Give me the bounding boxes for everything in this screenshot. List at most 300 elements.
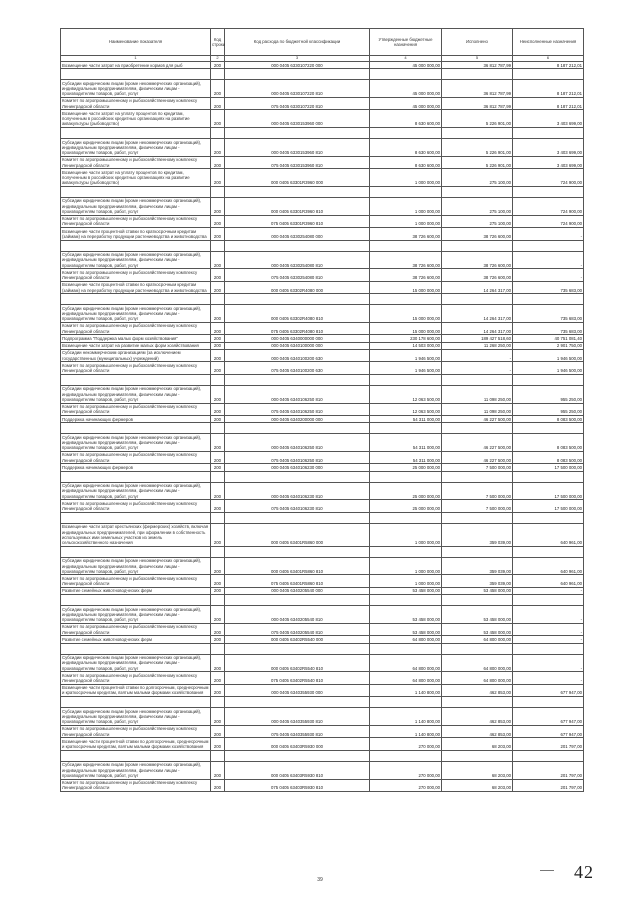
table-row (61, 281, 584, 293)
row-unexecuted: 724 900,00 (513, 197, 584, 215)
spacer-cell (513, 643, 584, 654)
row-executed: 7 500 000,00 (442, 500, 513, 512)
row-unexecuted: 677 947,00 (513, 708, 584, 726)
row-line-code: 200 (211, 281, 225, 293)
spacer-cell (513, 240, 584, 251)
row-line-code: 200 (211, 636, 225, 643)
row-budget-code: 000 0405 6340200000 000 (225, 416, 370, 423)
spacer-cell (442, 69, 513, 80)
spacer-cell (211, 750, 225, 761)
spacer-cell (370, 546, 442, 557)
spacer-row (61, 69, 584, 80)
spacer-cell (225, 128, 370, 139)
row-unexecuted: - (513, 636, 584, 643)
row-budget-code: 000 0405 6340106250 810 (225, 385, 370, 403)
row-line-code: 200 (211, 342, 225, 349)
row-name: Субсидии юридическим лицам (кроме некоммерческих организаций), индивидуальным предпринимателям, физическим лицам - производителям товаров, работ, услуг (61, 708, 211, 726)
spacer-cell (225, 643, 370, 654)
row-approved: 53 458 000,00 (370, 587, 442, 594)
row-name: Комитет по агропромышленному и рыбохозяйственному комплексу Ленинградской области (61, 623, 211, 635)
row-unexecuted: 640 961,00 (513, 575, 584, 587)
row-executed: 11 268 250,00 (442, 342, 513, 349)
row-approved: 25 000 000,00 (370, 500, 442, 512)
row-name: Комитет по агропромышленному и рыбохозяйственному комплексу Ленинградской области (61, 500, 211, 512)
row-line-code: 200 (211, 523, 225, 546)
table-row (61, 349, 584, 361)
table-row (61, 761, 584, 779)
table-body (61, 62, 584, 792)
row-approved: 64 800 000,00 (370, 672, 442, 684)
row-line-code: 200 (211, 385, 225, 403)
row-approved: 25 000 000,00 (370, 464, 442, 471)
row-approved: 54 311 000,00 (370, 451, 442, 463)
spacer-row (61, 546, 584, 557)
row-line-code: 200 (211, 169, 225, 187)
row-unexecuted: 735 683,00 (513, 305, 584, 323)
row-line-code: 200 (211, 97, 225, 109)
spacer-row (61, 374, 584, 385)
row-line-code: 200 (211, 654, 225, 672)
row-name: Возмещение части затрат на уплату процентов по кредитам, полученным в российских кредитных организациях на развитие аквакультуры (рыбоводство) (61, 110, 211, 128)
row-line-code: 200 (211, 451, 225, 463)
spacer-cell (225, 186, 370, 197)
row-approved: 54 311 000,00 (370, 434, 442, 452)
row-line-code: 200 (211, 606, 225, 624)
column-number: 5 (442, 56, 513, 62)
spacer-cell (225, 240, 370, 251)
row-name: Поддержка начинающих фермеров (61, 416, 211, 423)
spacer-cell (442, 186, 513, 197)
row-unexecuted: 201 797,00 (513, 779, 584, 791)
row-approved: 38 726 600,00 (370, 269, 442, 281)
row-budget-code: 000 0405 6330153960 810 (225, 139, 370, 157)
row-name: Комитет по агропромышленному и рыбохозяйственному комплексу Ленинградской области (61, 672, 211, 684)
row-line-code: 200 (211, 156, 225, 168)
row-unexecuted: 3 403 699,00 (513, 110, 584, 128)
spacer-row (61, 697, 584, 708)
spacer-cell (225, 471, 370, 482)
row-budget-code: 000 0405 63301R3960 000 (225, 169, 370, 187)
spacer-cell (211, 697, 225, 708)
row-line-code: 200 (211, 110, 225, 128)
side-page-number: 42 (574, 862, 594, 882)
row-line-code: 200 (211, 80, 225, 98)
table-row (61, 269, 584, 281)
row-budget-code: 075 0405 63401R5860 810 (225, 575, 370, 587)
table-row (61, 322, 584, 334)
row-approved: 45 000 000,00 (370, 97, 442, 109)
row-executed: 46 227 500,00 (442, 451, 513, 463)
spacer-cell (211, 374, 225, 385)
spacer-cell (513, 595, 584, 606)
row-name: Комитет по агропромышленному и рыбохозяйственному комплексу Ленинградской области (61, 451, 211, 463)
table-row (61, 482, 584, 500)
table-row (61, 251, 584, 269)
row-unexecuted: 640 961,00 (513, 557, 584, 575)
row-budget-code: 000 0405 6340355930 810 (225, 708, 370, 726)
table-row (61, 623, 584, 635)
row-budget-code: 000 0405 6330153960 000 (225, 110, 370, 128)
row-line-code: 200 (211, 434, 225, 452)
row-line-code: 200 (211, 197, 225, 215)
row-executed: 36 812 787,99 (442, 62, 513, 69)
row-name: Возмещение части затрат на развитие малых форм хозяйствования (61, 342, 211, 349)
row-approved: 53 458 000,00 (370, 623, 442, 635)
row-unexecuted: 201 797,00 (513, 738, 584, 750)
spacer-cell (211, 546, 225, 557)
row-budget-code: 000 0405 6340100200 630 (225, 349, 370, 361)
row-executed: 275 100,00 (442, 169, 513, 187)
row-name: Комитет по агропромышленному и рыбохозяйственному комплексу Ленинградской области (61, 779, 211, 791)
row-executed: 64 800 000,00 (442, 654, 513, 672)
row-budget-code: 075 0405 63301R3960 810 (225, 215, 370, 227)
row-name: Возмещение части процентной ставки по краткосрочным кредитам (займам) на переработку продукции растениеводства и животноводства (61, 281, 211, 293)
table-row (61, 97, 584, 109)
row-name: Комитет по агропромышленному и рыбохозяйственному комплексу Ленинградской области (61, 362, 211, 374)
row-unexecuted: 8 083 500,00 (513, 434, 584, 452)
row-budget-code: 075 0405 6340355930 810 (225, 725, 370, 737)
spacer-cell (61, 374, 211, 385)
row-line-code: 200 (211, 322, 225, 334)
row-executed: 53 458 000,00 (442, 606, 513, 624)
spacer-cell (61, 697, 211, 708)
row-approved: 8 630 600,00 (370, 156, 442, 168)
row-budget-code: 000 0405 6340106230 810 (225, 482, 370, 500)
spacer-cell (211, 69, 225, 80)
row-approved: 270 000,00 (370, 779, 442, 791)
row-unexecuted: 40 751 081,40 (513, 335, 584, 342)
row-executed: 11 098 250,00 (442, 403, 513, 415)
table-row (61, 636, 584, 643)
row-name: Комитет по агропромышленному и рыбохозяйственному комплексу Ленинградской области (61, 215, 211, 227)
table-row (61, 779, 584, 791)
row-executed: 38 726 600,00 (442, 269, 513, 281)
row-executed: 189 427 518,60 (442, 335, 513, 342)
row-executed: 7 500 000,00 (442, 482, 513, 500)
row-line-code: 200 (211, 623, 225, 635)
row-budget-code: 075 0405 6340106250 810 (225, 451, 370, 463)
row-name: Субсидии юридическим лицам (кроме некоммерческих организаций), индивидуальным предпринимателям, физическим лицам - производителям товаров, работ, услуг (61, 434, 211, 452)
spacer-cell (513, 471, 584, 482)
spacer-row (61, 423, 584, 434)
row-executed: 14 264 317,00 (442, 322, 513, 334)
row-name: Субсидии юридическим лицам (кроме некоммерческих организаций), индивидуальным предпринимателям, физическим лицам - производителям товаров, работ, услуг (61, 606, 211, 624)
row-budget-code: 000 0405 63401R5860 810 (225, 557, 370, 575)
spacer-cell (513, 423, 584, 434)
spacer-row (61, 240, 584, 251)
row-budget-code: 075 0405 6330107220 810 (225, 97, 370, 109)
row-executed: 462 853,00 (442, 725, 513, 737)
row-executed: 5 226 901,00 (442, 110, 513, 128)
spacer-cell (211, 423, 225, 434)
table-row (61, 500, 584, 512)
row-line-code: 200 (211, 215, 225, 227)
spacer-cell (442, 595, 513, 606)
spacer-cell (211, 294, 225, 305)
row-approved: 1 140 800,00 (370, 708, 442, 726)
report-page (60, 28, 583, 792)
table-row (61, 169, 584, 187)
table-row (61, 139, 584, 157)
row-unexecuted: - (513, 672, 584, 684)
table-row (61, 464, 584, 471)
row-budget-code: 000 0405 6330107220 810 (225, 80, 370, 98)
row-budget-code: 000 0405 6330254080 000 (225, 228, 370, 240)
spacer-cell (61, 643, 211, 654)
spacer-cell (61, 595, 211, 606)
spacer-cell (61, 294, 211, 305)
table-row (61, 228, 584, 240)
row-name: Субсидии юридическим лицам (кроме некоммерческих организаций), индивидуальным предпринимателям, физическим лицам - производителям товаров, работ, услуг (61, 385, 211, 403)
row-line-code: 200 (211, 557, 225, 575)
table-row (61, 606, 584, 624)
header-executed: Исполнено (442, 29, 513, 56)
spacer-cell (513, 374, 584, 385)
row-approved: 1 000 000,00 (370, 215, 442, 227)
row-approved: 1 140 800,00 (370, 684, 442, 696)
row-unexecuted: 17 500 000,00 (513, 482, 584, 500)
row-budget-code: 000 0405 6330254080 810 (225, 251, 370, 269)
spacer-cell (370, 750, 442, 761)
row-unexecuted: 677 947,00 (513, 684, 584, 696)
column-number: 3 (225, 56, 370, 62)
row-line-code: 200 (211, 464, 225, 471)
row-line-code: 200 (211, 228, 225, 240)
row-line-code: 200 (211, 738, 225, 750)
row-budget-code: 000 0405 63403R5930 810 (225, 761, 370, 779)
row-executed: 46 227 500,00 (442, 434, 513, 452)
spacer-cell (513, 512, 584, 523)
spacer-cell (225, 697, 370, 708)
row-budget-code: 075 0405 6340205540 810 (225, 623, 370, 635)
spacer-row (61, 750, 584, 761)
table-row (61, 587, 584, 594)
row-unexecuted: - (513, 606, 584, 624)
row-approved: 38 726 600,00 (370, 251, 442, 269)
row-line-code: 200 (211, 684, 225, 696)
row-line-code: 200 (211, 672, 225, 684)
row-budget-code: 000 0405 6340100000 000 (225, 342, 370, 349)
row-name: Комитет по агропромышленному и рыбохозяйственному комплексу Ленинградской области (61, 575, 211, 587)
row-name: Подпрограмма "Поддержка малых форм хозяйствования" (61, 335, 211, 342)
spacer-row (61, 471, 584, 482)
spacer-cell (61, 546, 211, 557)
row-approved: 230 178 600,00 (370, 335, 442, 342)
column-number: 1 (61, 56, 211, 62)
row-budget-code: 000 0405 6340106230 000 (225, 464, 370, 471)
row-executed: 7 500 000,00 (442, 464, 513, 471)
header-code: Код расхода по бюджетной классификации (225, 29, 370, 56)
row-budget-code: 075 0405 63402R5540 810 (225, 672, 370, 684)
column-number: 4 (370, 56, 442, 62)
row-executed: 36 812 787,99 (442, 80, 513, 98)
spacer-cell (61, 423, 211, 434)
row-approved: 15 000 000,00 (370, 322, 442, 334)
row-unexecuted: 1 946 500,00 (513, 362, 584, 374)
row-budget-code: 000 0405 63403R5930 000 (225, 738, 370, 750)
spacer-cell (211, 240, 225, 251)
row-line-code: 200 (211, 139, 225, 157)
table-row (61, 654, 584, 672)
row-approved: 1 946 500,00 (370, 349, 442, 361)
spacer-cell (61, 186, 211, 197)
row-budget-code: 000 0405 6340106250 810 (225, 434, 370, 452)
row-unexecuted: 8 187 212,01 (513, 62, 584, 69)
row-unexecuted: 1 946 500,00 (513, 349, 584, 361)
row-approved: 8 630 600,00 (370, 110, 442, 128)
table-row (61, 197, 584, 215)
row-approved: 64 800 000,00 (370, 636, 442, 643)
spacer-row (61, 595, 584, 606)
spacer-cell (442, 546, 513, 557)
spacer-row (61, 128, 584, 139)
row-unexecuted: - (513, 623, 584, 635)
spacer-cell (442, 423, 513, 434)
spacer-cell (61, 512, 211, 523)
row-approved: 270 000,00 (370, 738, 442, 750)
row-unexecuted: - (513, 269, 584, 281)
budget-execution-table (60, 28, 584, 792)
table-row (61, 215, 584, 227)
row-budget-code: 000 0405 6340205540 810 (225, 606, 370, 624)
spacer-row (61, 512, 584, 523)
spacer-cell (442, 471, 513, 482)
row-name: Субсидии юридическим лицам (кроме некоммерческих организаций), индивидуальным предпринимателям, физическим лицам - производителям товаров, работ, услуг (61, 139, 211, 157)
row-approved: 1 000 000,00 (370, 523, 442, 546)
spacer-cell (370, 186, 442, 197)
spacer-cell (211, 512, 225, 523)
spacer-cell (442, 643, 513, 654)
row-line-code: 200 (211, 62, 225, 69)
row-name: Комитет по агропромышленному и рыбохозяйственному комплексу Ленинградской области (61, 269, 211, 281)
row-unexecuted: 724 900,00 (513, 169, 584, 187)
table-row (61, 62, 584, 69)
table-row (61, 738, 584, 750)
row-unexecuted: 640 961,00 (513, 523, 584, 546)
row-executed: 36 812 787,99 (442, 97, 513, 109)
row-line-code: 200 (211, 416, 225, 423)
row-line-code: 200 (211, 403, 225, 415)
row-line-code: 200 (211, 349, 225, 361)
row-name: Возмещение части процентной ставки по долгосрочным, среднесрочным и краткосрочным кредитам, взятым малыми формами хозяйствования (61, 738, 211, 750)
spacer-cell (61, 750, 211, 761)
spacer-row (61, 643, 584, 654)
spacer-cell (513, 294, 584, 305)
spacer-cell (61, 471, 211, 482)
table-header (61, 29, 584, 62)
spacer-cell (370, 423, 442, 434)
row-unexecuted: 735 683,00 (513, 281, 584, 293)
row-budget-code: 000 0405 63401R5860 000 (225, 523, 370, 546)
row-name: Поддержка начинающих фермеров (61, 464, 211, 471)
row-name: Комитет по агропромышленному и рыбохозяйственному комплексу Ленинградской области (61, 97, 211, 109)
row-approved: 14 503 000,00 (370, 342, 442, 349)
spacer-cell (370, 697, 442, 708)
spacer-cell (211, 643, 225, 654)
row-approved: 1 000 000,00 (370, 197, 442, 215)
spacer-cell (513, 128, 584, 139)
row-executed: 11 098 250,00 (442, 385, 513, 403)
row-line-code: 200 (211, 761, 225, 779)
spacer-cell (370, 374, 442, 385)
row-unexecuted: 8 187 212,01 (513, 97, 584, 109)
row-unexecuted: 3 403 699,00 (513, 156, 584, 168)
spacer-cell (513, 697, 584, 708)
table-row (61, 708, 584, 726)
row-budget-code: 000 0405 6330107220 000 (225, 62, 370, 69)
table-row (61, 110, 584, 128)
row-unexecuted: 8 187 212,01 (513, 80, 584, 98)
spacer-cell (370, 471, 442, 482)
column-number: 6 (513, 56, 584, 62)
row-executed: - (442, 349, 513, 361)
spacer-cell (442, 240, 513, 251)
row-unexecuted: - (513, 228, 584, 240)
spacer-cell (225, 374, 370, 385)
spacer-cell (225, 423, 370, 434)
spacer-cell (370, 595, 442, 606)
spacer-cell (211, 128, 225, 139)
row-name: Возмещение части затрат на приобретение кормов для рыб (61, 62, 211, 69)
column-number: 2 (211, 56, 225, 62)
row-name: Развитие семейных животноводческих ферм (61, 636, 211, 643)
row-budget-code: 075 0405 6330153960 810 (225, 156, 370, 168)
table-row (61, 305, 584, 323)
page-number: 39 (317, 877, 323, 883)
spacer-cell (513, 69, 584, 80)
row-executed: 359 039,00 (442, 523, 513, 546)
table-row (61, 684, 584, 696)
table-row (61, 672, 584, 684)
row-executed: 14 264 317,00 (442, 305, 513, 323)
row-approved: 15 000 000,00 (370, 305, 442, 323)
spacer-row (61, 186, 584, 197)
spacer-cell (225, 512, 370, 523)
row-executed: 38 726 600,00 (442, 228, 513, 240)
row-approved: 1 000 000,00 (370, 557, 442, 575)
row-line-code: 200 (211, 725, 225, 737)
row-name: Возмещение части затрат на уплату процентов по кредитам, полученным в российских кредитных организациях на развитие аквакультуры (рыбоводство) (61, 169, 211, 187)
row-executed: 46 227 500,00 (442, 416, 513, 423)
row-executed: 359 039,00 (442, 557, 513, 575)
row-line-code: 200 (211, 587, 225, 594)
row-approved: 12 063 500,00 (370, 403, 442, 415)
row-executed: 68 203,00 (442, 779, 513, 791)
row-line-code: 200 (211, 335, 225, 342)
row-budget-code: 075 0405 6340100200 630 (225, 362, 370, 374)
row-budget-code: 000 0405 63302R4080 810 (225, 305, 370, 323)
row-unexecuted: 2 901 750,00 (513, 342, 584, 349)
row-executed: 53 458 000,00 (442, 587, 513, 594)
spacer-cell (442, 294, 513, 305)
row-name: Субсидии юридическим лицам (кроме некоммерческих организаций), индивидуальным предпринимателям, физическим лицам - производителям товаров, работ, услуг (61, 305, 211, 323)
row-approved: 1 000 000,00 (370, 169, 442, 187)
row-executed: 275 100,00 (442, 197, 513, 215)
row-approved: 1 140 800,00 (370, 725, 442, 737)
table-row (61, 342, 584, 349)
spacer-cell (370, 643, 442, 654)
header-name: Наименование показателя (61, 29, 211, 56)
row-line-code: 200 (211, 362, 225, 374)
row-budget-code: 075 0405 63403R5930 810 (225, 779, 370, 791)
table-row (61, 156, 584, 168)
table-row (61, 403, 584, 415)
row-budget-code: 000 0405 6340355930 000 (225, 684, 370, 696)
spacer-cell (225, 69, 370, 80)
table-row (61, 335, 584, 342)
row-name: Развитие семейных животноводческих ферм (61, 587, 211, 594)
row-name: Субсидии юридическим лицам (кроме некоммерческих организаций), индивидуальным предпринимателям, физическим лицам - производителям товаров, работ, услуг (61, 197, 211, 215)
